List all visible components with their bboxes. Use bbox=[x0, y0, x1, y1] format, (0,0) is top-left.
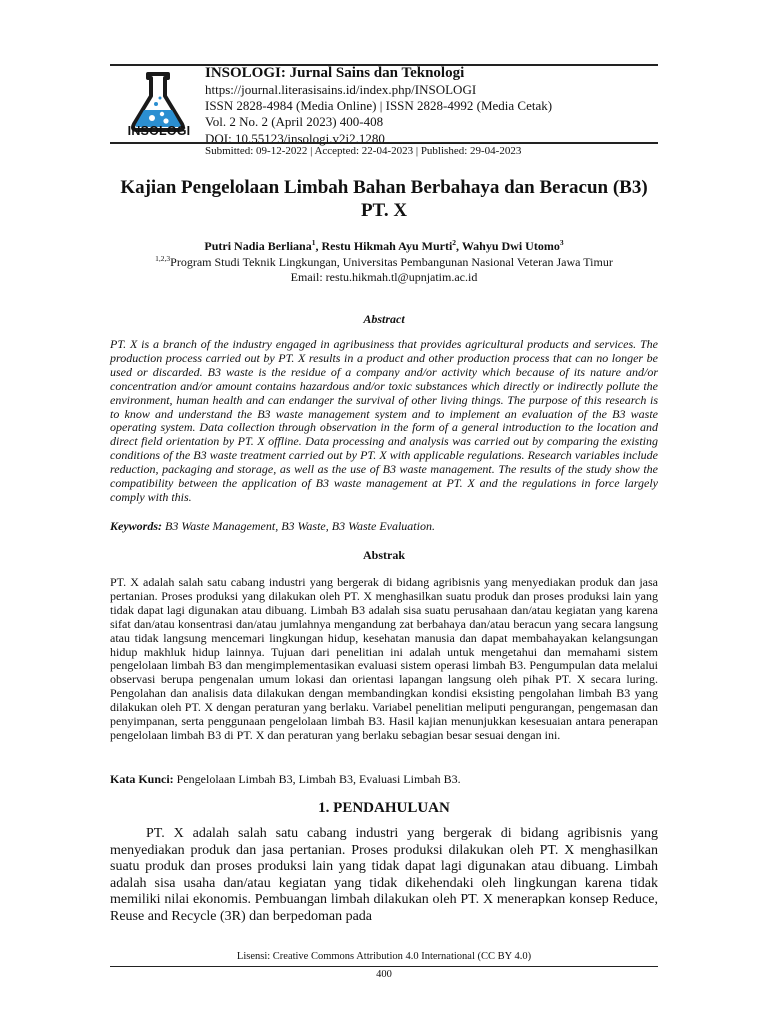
journal-info bbox=[205, 65, 552, 147]
keywords-id bbox=[110, 773, 658, 787]
abstract-id-text: PT. X adalah salah satu cabang industri yang bergerak di bidang agribisnis yang menyediakan produk dan jasa pertanian. Proses produksi yang dilakukan oleh PT. X menghasilkan suatu produk dan proses produksi lain yang tidak dapat lagi digunakan atau dibuang. Limbah B3 adalah sisa suatu perusahaan dan/atau kegiatan yang karena sifat dan/atau konsentrasi dan/atau jumlahnya mengandung zat berbahaya dan/atau beracun yang secara langsung atau tidak langsung mencemari lingkungan hidup, kesehatan manusia dan dapat membahayakan kelangsungan hidup makhluk hidup lainnya. Tujuan dari penelitian ini adalah untuk mengetahui dan memahami sistem pengelolaan limbah B3 dan mengimplementasikan evaluasi sistem operasi limbah B3. Pengumpulan data melalui observasi berupa pengenalan umum lokasi dan orientasi lapangan langsung oleh pihak PT. X secara luring. Pengolahan dan analisis data dilakukan dengan membandingkan kondisi eksisting pengolahan limbah B3 yang dilakukan oleh PT. X dengan peraturan yang berlaku. Variabel penelitian meliputi pengurangan, pengemasan dan penyimpanan, serta penggunaan pengelolaan limbah B3. Hasil kajian menunjukkan kesesuaian antara penerapan pengelolaan limbah B3 di PT. X dan peraturan yang berlaku sebagian besar sesuai dengan ini. bbox=[110, 575, 658, 742]
author-sep: , bbox=[456, 239, 462, 253]
affiliation-sup: 1,2,3 bbox=[155, 254, 171, 263]
author-sep: , bbox=[315, 239, 322, 253]
abstrak-heading: Abstrak bbox=[362, 548, 405, 562]
journal-url[interactable]: https://journal.literasisains.id/index.php/INSOLOGI bbox=[205, 82, 477, 97]
kata-kunci-values: Pengelolaan Limbah B3, Limbah B3, Evaluasi Limbah B3. bbox=[173, 772, 461, 786]
journal-issn: ISSN 2828-4984 (Media Online) | ISSN 2828-4992 (Media Cetak) bbox=[205, 98, 553, 114]
author-name: Wahyu Dwi Utomo bbox=[461, 239, 560, 253]
keywords-values: B3 Waste Management, B3 Waste, B3 Waste Evaluation. bbox=[162, 519, 435, 533]
footer-rule bbox=[110, 966, 658, 967]
keywords-en bbox=[110, 520, 658, 534]
journal-title: INSOLOGI: Jurnal Sains dan Teknologi bbox=[205, 65, 465, 81]
article-title bbox=[110, 176, 658, 222]
author-sup: 1 bbox=[311, 238, 316, 247]
author-list bbox=[110, 239, 658, 254]
section-heading-pendahuluan: 1. PENDAHULUAN bbox=[318, 800, 450, 816]
author-name: Putri Nadia Berliana bbox=[204, 239, 312, 253]
author-sup: 2 bbox=[452, 238, 457, 247]
author-name: Restu Hikmah Ayu Murti bbox=[321, 239, 453, 253]
submission-dates: Submitted: 09-12-2022 | Accepted: 22-04-2023 | Published: 29-04-2023 bbox=[205, 145, 522, 157]
author-sup: 3 bbox=[559, 238, 564, 247]
abstract-en-text: PT. X is a branch of the industry engaged in agribusiness that provides agricultural products and services. The production process carried out by PT. X results in a product and other production process that can no longer be used or discarded. B3 waste is the residue of a company and/or activity which because of its nature and/or concentration and/or amount contains hazardous and/or toxic substances which directly or indirectly pollute the environment, human health and can endanger the survival of other living things. The purpose of this research is to know and understand the B3 waste management system and to implement an evaluation of the B3 waste operating system. Data collection through observation in the form of a general introduction to the location and direct field orientation by PT. X offline. Data processing and analysis was carried out by comparing the existing conditions of the B3 waste treatment carried out by PT. X with applicable regulations. Research variables include reduction, packaging and storage, as well as the use of B3 waste management. The results of the study show the compatibility between the application of B3 waste management at PT. X and the regulations in force largely comply with this. bbox=[110, 337, 658, 504]
page-number: 400 bbox=[376, 969, 392, 980]
license-footer: Lisensi: Creative Commons Attribution 4.0 International (CC BY 4.0) bbox=[236, 951, 532, 962]
logo-wordmark: INSOLOGI bbox=[127, 124, 191, 138]
affiliation-text: Program Studi Teknik Lingkungan, Universitas Pembangunan Nasional Veteran Jawa Timur bbox=[170, 255, 613, 269]
journal-doi[interactable]: DOI: 10.55123/insologi.v2i2.1280 bbox=[205, 130, 385, 146]
affiliation-block bbox=[110, 255, 658, 285]
article-title-line2: PT. X bbox=[360, 200, 408, 221]
keywords-label: Keywords: bbox=[110, 519, 162, 533]
abstract-heading: Abstract bbox=[363, 312, 405, 326]
section-body-text: PT. X adalah salah satu cabang industri yang bergerak di bidang agribisnis yang menyediakan produk dan jasa pertanian. Proses produksi dilakukan oleh PT. X menghasilkan suatu produk dan proses produksi lain yang tidak dapat lagi digunakan atau dibuang. Limbah adalah sisa usaha dan/atau kegiatan yang tidak dikehendaki oleh lingkungan karena tidak memiliki nilai ekonomis. Pembuangan limbah dilakukan oleh PT. X menerapkan konsep Reduce, Reuse and Recycle (3R) dan berpedoman pada bbox=[110, 826, 658, 924]
kata-kunci-label: Kata Kunci: bbox=[110, 772, 174, 786]
header-bottom-rule bbox=[110, 142, 658, 144]
author-email[interactable]: Email: restu.hikmah.tl@upnjatim.ac.id bbox=[290, 270, 478, 284]
journal-volume: Vol. 2 No. 2 (April 2023) 400-408 bbox=[205, 114, 384, 130]
article-title-line1: Kajian Pengelolaan Limbah Bahan Berbahaya dan Beracun (B3) bbox=[120, 177, 648, 198]
